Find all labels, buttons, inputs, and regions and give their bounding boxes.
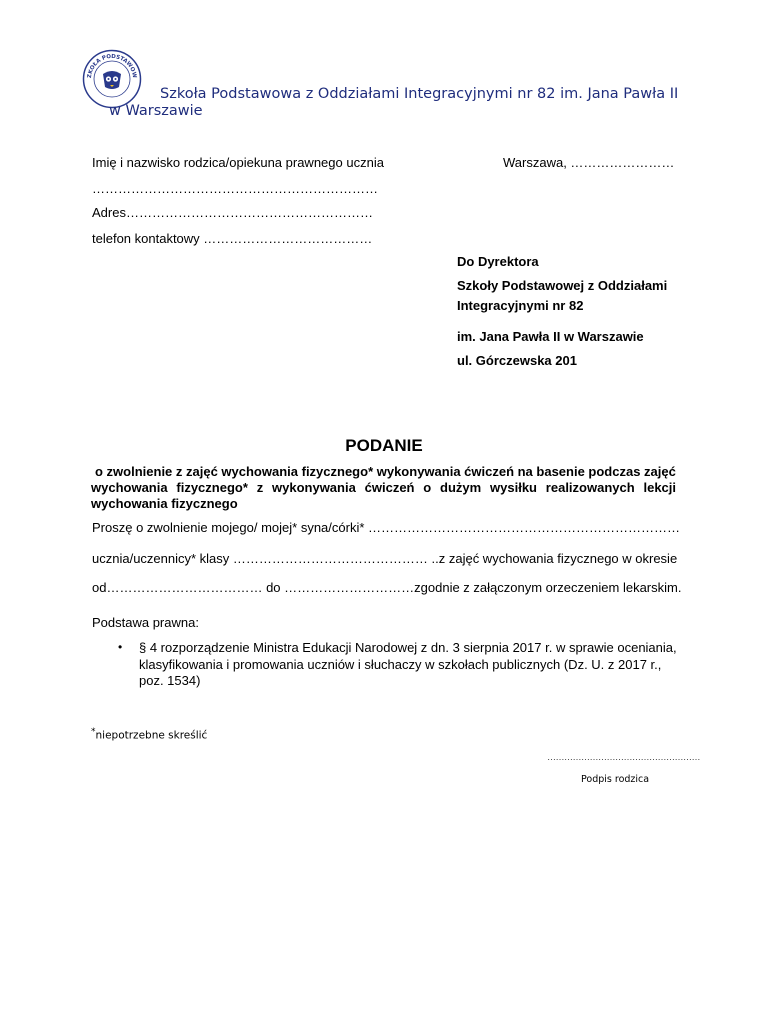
applicant-name-label: Imię i nazwisko rodzica/opiekuna prawnego ucznia — [92, 155, 384, 170]
recipient-line2: Szkoły Podstawowej z Oddziałami — [457, 278, 668, 293]
logo-text: ZKOŁA PODSTAWOW — [86, 53, 138, 79]
subject-line1: o zwolnienie z zajęć wychowania fizycznego* wykonywania ćwiczeń na basenie podczas zajęć — [95, 464, 676, 479]
place-date: Warszawa, …………………… — [503, 155, 675, 170]
request-line1: Proszę o zwolnienie mojego/ mojej* syna/córki* ……………………………………………………………… — [92, 520, 681, 535]
footnote-mark: * — [91, 727, 96, 737]
request-line2: ucznia/uczennicy* klasy ……………………………………… ..z zajęć wychowania fizycznego w okresie — [92, 551, 678, 566]
recipient-line3: Integracyjnymi nr 82 — [457, 298, 584, 313]
subject-line3: wychowania fizycznego — [91, 496, 238, 511]
school-name-line2: w Warszawie — [109, 103, 203, 119]
footnote — [91, 727, 207, 742]
recipient-line5: ul. Górczewska 201 — [457, 353, 577, 368]
subject — [91, 464, 676, 512]
recipient-line4: im. Jana Pawła II w Warszawie — [457, 329, 644, 344]
signature-label: Podpis rodzica — [581, 774, 650, 785]
signature-line: ……………………………………………… — [547, 752, 700, 762]
school-name-line1: Szkoła Podstawowa z Oddziałami Integracyjnymi nr 82 im. Jana Pawła II — [160, 86, 679, 102]
legal-basis-item: § 4 rozporządzenie Ministra Edukacji Narodowej z dn. 3 sierpnia 2017 r. w sprawie oceniania, klasyfikowania i promowania uczniów i słuchaczy w szkołach publicznych (Dz. U. z 2017 r., poz. 1534) — [139, 640, 677, 688]
footnote-text: niepotrzebne skreślić — [95, 729, 208, 742]
bullet-icon: • — [118, 640, 123, 654]
subject-line2: wychowania fizycznego* z wykonywania ćwiczeń o dużym wysiłku realizowanych lekcji — [91, 480, 676, 495]
legal-basis-label: Podstawa prawna: — [92, 615, 199, 630]
applicant-phone: telefon kontaktowy ………………………………… — [92, 231, 373, 246]
applicant-name-dots: ………………………………………………………… — [92, 181, 378, 196]
document-title: PODANIE — [345, 436, 423, 455]
applicant-address: Adres………………………………………………… — [92, 205, 373, 220]
school-logo — [82, 49, 142, 109]
request-line3: od……………………………… do …………………………zgodnie z załączonym orzeczeniem lekarskim. — [92, 580, 682, 595]
recipient-line1: Do Dyrektora — [457, 254, 539, 269]
